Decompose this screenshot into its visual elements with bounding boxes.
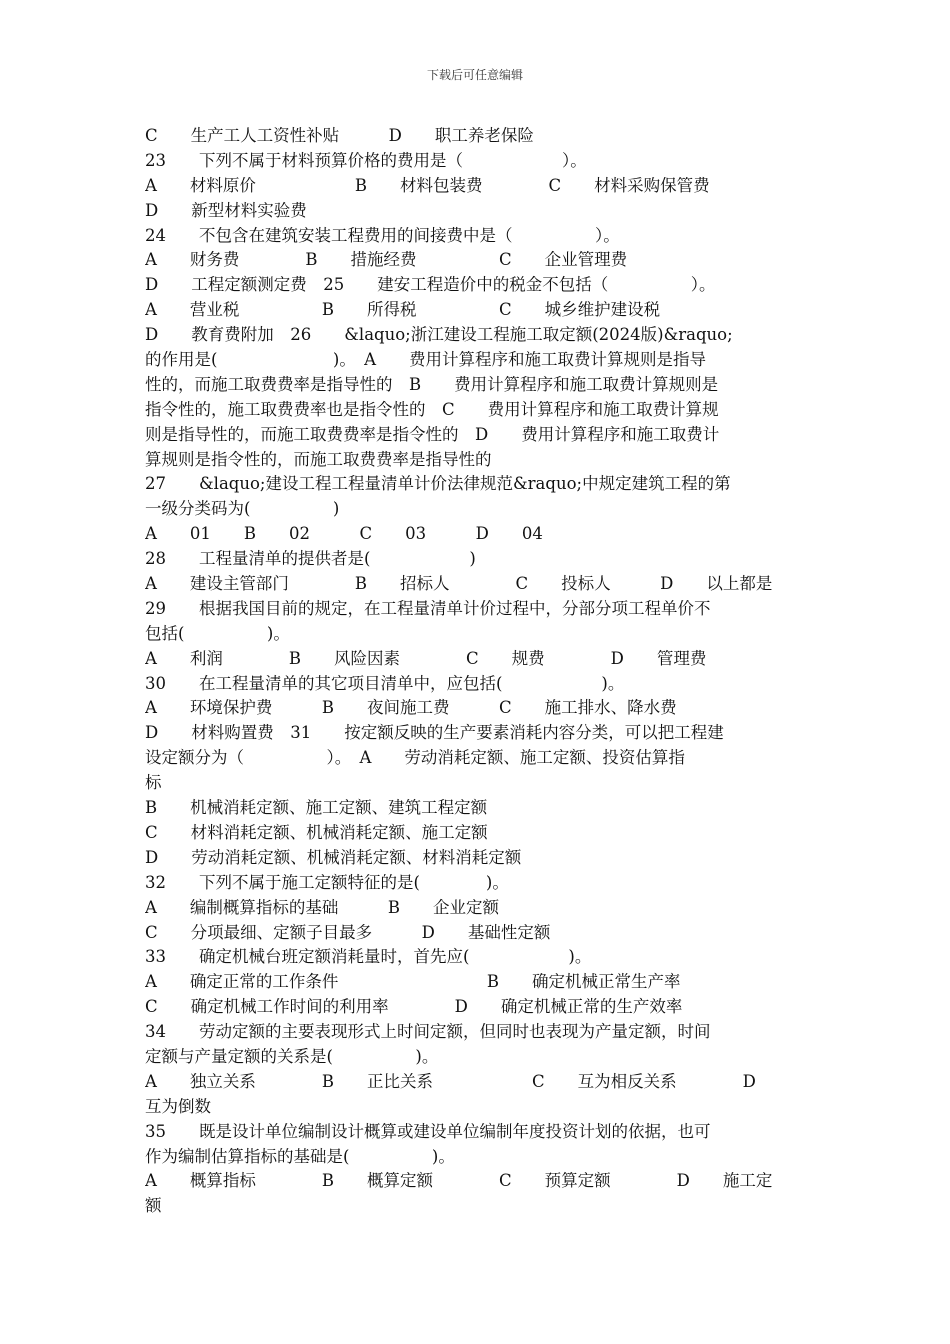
text-line: 定额与产量定额的关系是( )。 [145,1046,439,1066]
text-line: 23 下列不属于材料预算价格的费用是（ ）。 [145,150,587,170]
text-line: 指令性的，施工取费费率也是指令性的 C 费用计算程序和施工取费计算规 [145,399,719,419]
text-line: D 劳动消耗定额、机械消耗定额、材料消耗定额 [145,847,522,867]
text-line: 32 下列不属于施工定额特征的是( )。 [145,872,509,892]
text-line: A 独立关系 B 正比关系 C 互为相反关系 D [145,1071,756,1091]
text-line: 则是指导性的，而施工取费费率是指令性的 D 费用计算程序和施工取费计 [145,424,720,444]
text-line: 33 确定机械台班定额消耗量时，首先应( )。 [145,947,592,967]
text-line: 28 工程量清单的提供者是( ) [145,549,476,569]
text-line: C 分项最细、定额子目最多 D 基础性定额 [145,922,551,942]
text-line: A 环境保护费 B 夜间施工费 C 施工排水、降水费 [145,698,677,718]
text-line: A 编制概算指标的基础 B 企业定额 [145,897,500,917]
text-line: D 材料购置费 31 按定额反映的生产要素消耗内容分类，可以把工程建 [145,723,724,743]
text-line: 一级分类码为( ) [145,499,340,519]
text-line: C 确定机械工作时间的利用率 D 确定机械正常的生产效率 [145,997,683,1017]
text-line: 29 根据我国目前的规定，在工程量清单计价过程中，分部分项工程单价不 [145,598,711,618]
text-line: 作为编制估算指标的基础是( )。 [145,1146,455,1166]
text-line: A 财务费 B 措施经费 C 企业管理费 [145,250,628,270]
text-line: A 材料原价 B 材料包装费 C 材料采购保管费 [145,175,710,195]
text-line: A 利润 B 风险因素 C 规费 D 管理费 [145,648,707,668]
text-line: 34 劳动定额的主要表现形式上时间定额，但同时也表现为产量定额，时间 [145,1022,711,1042]
text-line: A 营业税 B 所得税 C 城乡维护建设税 [145,300,661,320]
text-line: 35 既是设计单位编制设计概算或建设单位编制年度投资计划的依据，也可 [145,1121,711,1141]
text-line: 额 [145,1196,162,1216]
text-line: 标 [145,773,162,793]
text-line: 30 在工程量清单的其它项目清单中，应包括( )。 [145,673,625,693]
text-line: C 材料消耗定额、机械消耗定额、施工定额 [145,822,488,842]
text-line: A 01 B 02 C 03 D 04 [145,524,543,544]
text-line: 设定额分为（ ）。 A 劳动消耗定额、施工定额、投资估算指 [145,748,685,768]
text-line: C 生产工人工资性补贴 D 职工养老保险 [145,126,534,145]
text-line: 性的，而施工取费费率是指导性的 B 费用计算程序和施工取费计算规则是 [145,374,719,394]
text-line: 算规则是指令性的，而施工取费费率是指导性的 [145,449,492,469]
text-line: 24 不包含在建筑安装工程费用的间接费中是（ ）。 [145,225,620,245]
text-line: A 概算指标 B 概算定额 C 预算定额 D 施工定 [145,1171,773,1191]
text-line: D 工程定额测定费 25 建安工程造价中的税金不包括（ ）。 [145,275,716,295]
text-line: D 教育费附加 26 &laquo;浙江建设工程施工取定额(2024版)&raquo; [145,325,733,345]
page-header: 下载后可任意编辑 [426,68,523,82]
text-line: A 确定正常的工作条件 B 确定机械正常生产率 [145,972,681,992]
document-body [145,124,811,1219]
text-line: 包括( )。 [145,623,290,643]
text-line: B 机械消耗定额、施工定额、建筑工程定额 [145,798,488,818]
text-line: A 建设主管部门 B 招标人 C 投标人 D 以上都是 [145,574,773,594]
text-line: 互为倒数 [145,1096,211,1116]
text-line: 27 &laquo;建设工程工程量清单计价法律规范&raquo;中规定建筑工程的第 [145,474,731,494]
text-line: 的作用是( )。 A 费用计算程序和施工取费计算规则是指导 [145,350,707,370]
text-line: D 新型材料实验费 [145,200,307,220]
